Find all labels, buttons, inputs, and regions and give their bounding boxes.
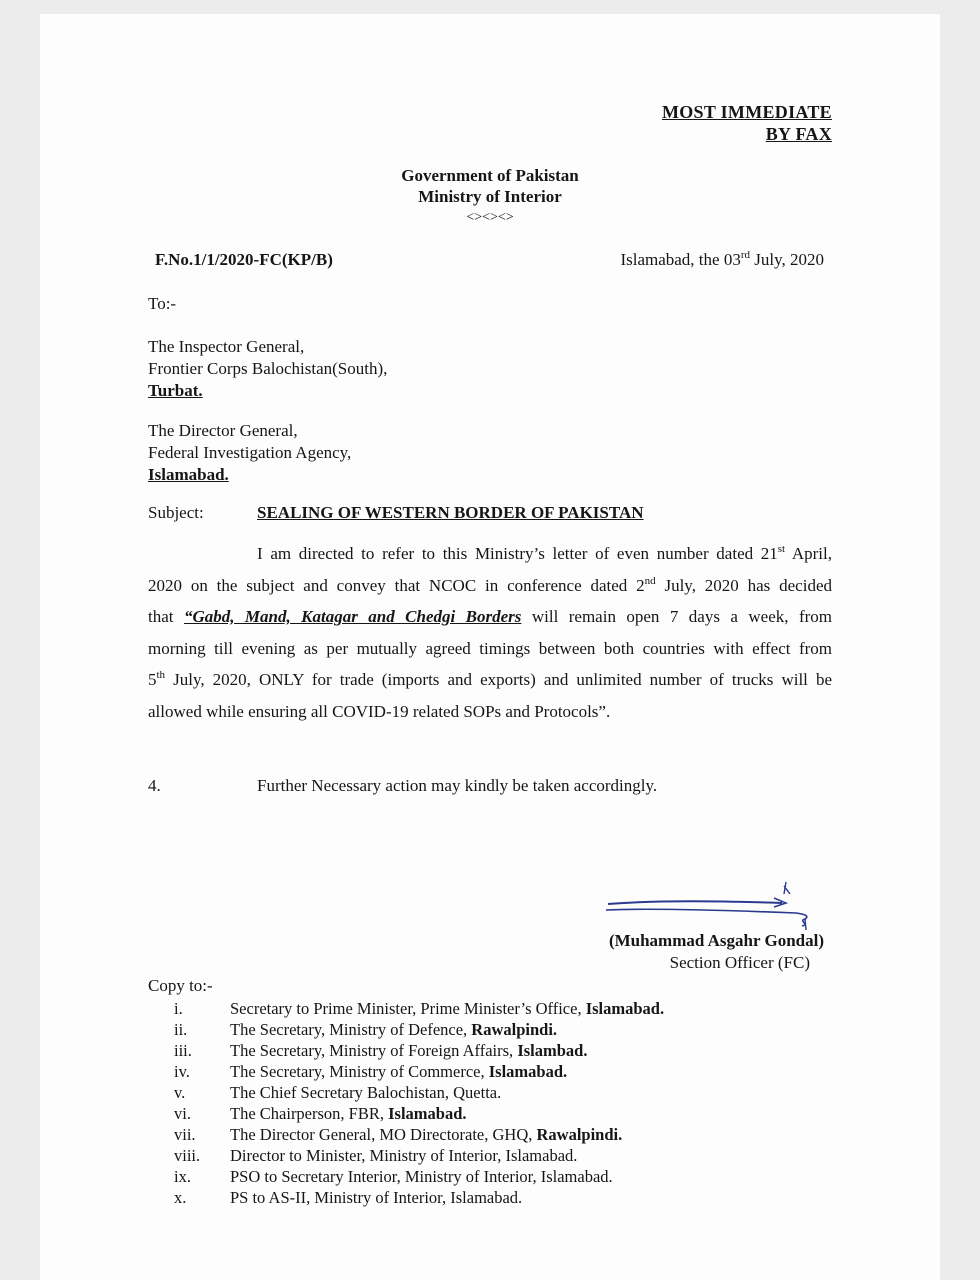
ornament-divider: <><><> bbox=[466, 210, 514, 225]
copy-number: v. bbox=[174, 1083, 186, 1102]
copy-to-label: Copy to:- bbox=[148, 976, 213, 995]
copy-recipient: PS to AS-II, Ministry of Interior, Islamabad. bbox=[230, 1188, 523, 1207]
body-line: I am directed to refer to this Ministry’s letter of even number dated 21st April, bbox=[257, 543, 832, 563]
copy-number: viii. bbox=[174, 1146, 201, 1165]
addressee-line: The Inspector General, bbox=[148, 337, 305, 356]
signatory-name: (Muhammad Asgahr Gondal) bbox=[608, 931, 824, 950]
letter-page bbox=[40, 14, 940, 1280]
copy-recipient: PSO to Secretary Interior, Ministry of Interior, Islamabad. bbox=[230, 1167, 613, 1186]
copy-recipient: Secretary to Prime Minister, Prime Minister’s Office, Islamabad. bbox=[230, 999, 665, 1018]
body-line: that “Gabd, Mand, Katagar and Chedgi Borders will remain open 7 days a week, from bbox=[148, 607, 832, 626]
signatory-title: Section Officer (FC) bbox=[669, 953, 810, 972]
body-line: 5th July, 2020, ONLY for trade (imports and exports) and unlimited number of trucks will be bbox=[148, 669, 832, 689]
subject-text: SEALING OF WESTERN BORDER OF PAKISTAN bbox=[257, 503, 644, 522]
para-number: 4. bbox=[148, 776, 161, 795]
copy-number: i. bbox=[174, 999, 183, 1018]
body-line: morning till evening as per mutually agreed timings between both countries with effect from bbox=[148, 639, 832, 658]
subject-label: Subject: bbox=[148, 503, 204, 522]
copy-number: ix. bbox=[174, 1167, 191, 1186]
body-line: allowed while ensuring all COVID-19 related SOPs and Protocols”. bbox=[148, 702, 611, 721]
copy-number: x. bbox=[174, 1188, 187, 1207]
addressee-line: Federal Investigation Agency, bbox=[148, 443, 352, 462]
copy-recipient: The Secretary, Ministry of Foreign Affairs, Islambad. bbox=[230, 1041, 588, 1060]
delivery-label: BY FAX bbox=[765, 124, 832, 144]
copy-recipient: The Chairperson, FBR, Islamabad. bbox=[230, 1104, 467, 1123]
ministry-heading: Ministry of Interior bbox=[418, 187, 562, 206]
addressee-block bbox=[148, 420, 351, 486]
priority-label: MOST IMMEDIATE bbox=[661, 102, 832, 122]
letter-date: Islamabad, the 03rd July, 2020 bbox=[620, 249, 824, 269]
copy-number: iii. bbox=[174, 1041, 192, 1060]
border-names: “Gabd, Mand, Katagar and Chedgi Borders bbox=[183, 607, 522, 626]
copy-recipient: Director to Minister, Ministry of Interior, Islamabad. bbox=[230, 1146, 578, 1165]
copy-recipient: The Chief Secretary Balochistan, Quetta. bbox=[230, 1083, 502, 1102]
signature bbox=[600, 864, 830, 936]
copy-recipient: The Secretary, Ministry of Commerce, Islamabad. bbox=[230, 1062, 568, 1081]
copy-recipient: The Director General, MO Directorate, GHQ, Rawalpindi. bbox=[230, 1125, 623, 1144]
addressee-city: Islamabad. bbox=[148, 465, 229, 484]
copy-number: iv. bbox=[174, 1062, 190, 1081]
para-text: Further Necessary action may kindly be taken accordingly. bbox=[257, 776, 658, 795]
body-line: 2020 on the subject and convey that NCOC in conference dated 2nd July, 2020 has decided bbox=[148, 575, 832, 595]
addressee-line: The Director General, bbox=[148, 421, 298, 440]
copy-number: vi. bbox=[174, 1104, 191, 1123]
to-label: To:- bbox=[148, 294, 177, 313]
addressee-city: Turbat. bbox=[148, 381, 203, 400]
addressee-line: Frontier Corps Balochistan(South), bbox=[148, 359, 388, 378]
file-number: F.No.1/1/2020-FC(KP/B) bbox=[155, 250, 333, 269]
copy-number: ii. bbox=[174, 1020, 188, 1039]
government-heading: Government of Pakistan bbox=[401, 166, 579, 185]
copy-number: vii. bbox=[174, 1125, 196, 1144]
addressee-block bbox=[148, 336, 387, 402]
copy-recipient: The Secretary, Ministry of Defence, Rawalpindi. bbox=[230, 1020, 558, 1039]
